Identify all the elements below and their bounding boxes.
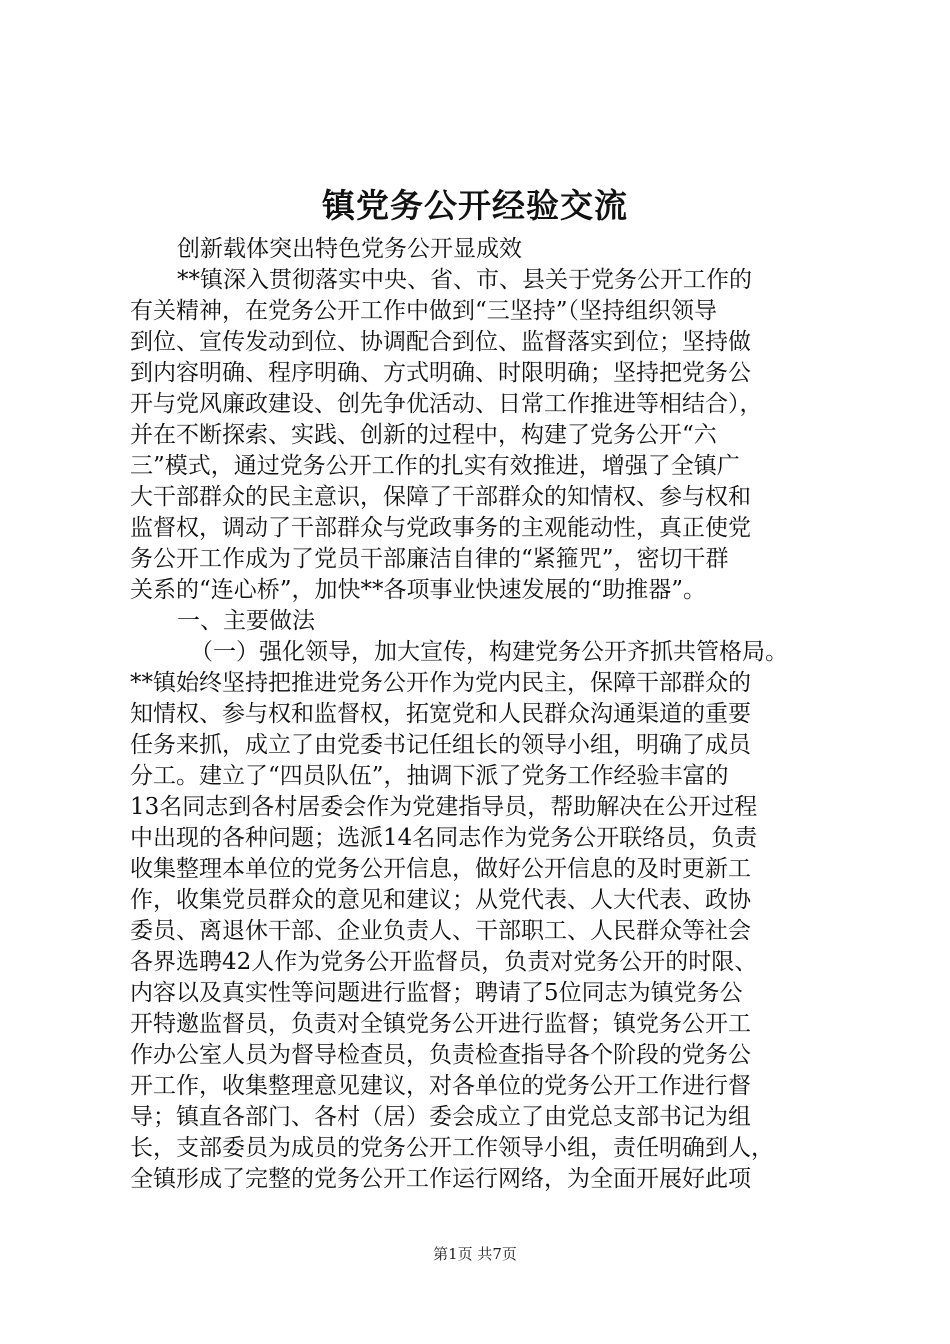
paragraph-line: 大干部群众的民主意识，保障了干部群众的知情权、参与权和	[130, 484, 751, 510]
document-body	[130, 234, 842, 1195]
page-title: 镇党务公开经验交流	[322, 186, 628, 225]
paragraph-line: 分工。建立了“四员队伍”，抽调下派了党务工作经验丰富的	[130, 763, 729, 789]
paragraph-line: **镇始终坚持把推进党务公开作为党内民主，保障干部群众的	[130, 670, 751, 696]
paragraph-line: **镇深入贯彻落实中央、省、市、县关于党务公开工作的	[177, 267, 752, 293]
paragraph-line: 内容以及真实性等问题进行监督；聘请了5位同志为镇党务公	[130, 980, 743, 1006]
paragraph-line: 委员、离退休干部、企业负责人、干部职工、人民群众等社会	[130, 918, 751, 944]
paragraph-line: 监督权，调动了干部群众与党政事务的主观能动性，真正使党	[130, 515, 751, 541]
paragraph-line: 开与党风廉政建设、创先争优活动、日常工作推进等相结合），	[130, 391, 763, 417]
paragraph-line: 中出现的各种问题；选派14名同志作为党务公开联络员，负责	[130, 825, 758, 851]
page-number: 第1页 共7页	[433, 1245, 517, 1263]
paragraph-line: 各界选聘42人作为党务公开监督员，负责对党务公开的时限、	[130, 949, 758, 975]
paragraph-line: 到位、宣传发动到位、协调配合到位、监督落实到位；坚持做	[130, 329, 751, 355]
paragraph-line: 导；镇直各部门、各村（居）委会成立了由党总支部书记为组	[130, 1104, 751, 1130]
subtitle: 创新载体突出特色党务公开显成效	[177, 236, 522, 262]
section-heading: 一、主要做法	[177, 608, 315, 634]
paragraph-line: 三”模式，通过党务公开工作的扎实有效推进，增强了全镇广	[130, 453, 740, 479]
paragraph-line: 13名同志到各村居委会作为党建指导员，帮助解决在公开过程	[130, 794, 758, 820]
paragraph-line: 长，支部委员为成员的党务公开工作领导小组，责任明确到人，	[130, 1135, 774, 1161]
paragraph-line: 到内容明确、程序明确、方式明确、时限明确；坚持把党务公	[130, 360, 751, 386]
paragraph-line: 有关精神，在党务公开工作中做到“三坚持”（坚持组织领导	[130, 298, 718, 324]
paragraph-line: 知情权、参与权和监督权，拓宽党和人民群众沟通渠道的重要	[130, 701, 751, 727]
paragraph-line: 开特邀监督员，负责对全镇党务公开进行监督；镇党务公开工	[130, 1011, 751, 1037]
paragraph-line: 收集整理本单位的党务公开信息，做好公开信息的及时更新工	[130, 856, 751, 882]
paragraph-line: 作，收集党员群众的意见和建议；从党代表、人大代表、政协	[130, 887, 751, 913]
paragraph-line: 任务来抓，成立了由党委书记任组长的领导小组，明确了成员	[130, 732, 751, 758]
paragraph-line: 开工作，收集整理意见建议，对各单位的党务公开工作进行督	[130, 1073, 751, 1099]
paragraph-line: 并在不断探索、实践、创新的过程中，构建了党务公开“六	[130, 422, 717, 448]
paragraph-line: 作办公室人员为督导检查员，负责检查指导各个阶段的党务公	[130, 1042, 751, 1068]
paragraph-line: 务公开工作成为了党员干部廉洁自律的“紧箍咒”，密切干群	[130, 546, 729, 572]
subsection-heading: （一）强化领导，加大宣传，构建党务公开齐抓共管格局。	[190, 639, 788, 665]
paragraph-line: 关系的“连心桥”，加快**各项事业快速发展的“助推器”。	[130, 577, 707, 603]
paragraph-line: 全镇形成了完整的党务公开工作运行网络，为全面开展好此项	[130, 1166, 751, 1192]
